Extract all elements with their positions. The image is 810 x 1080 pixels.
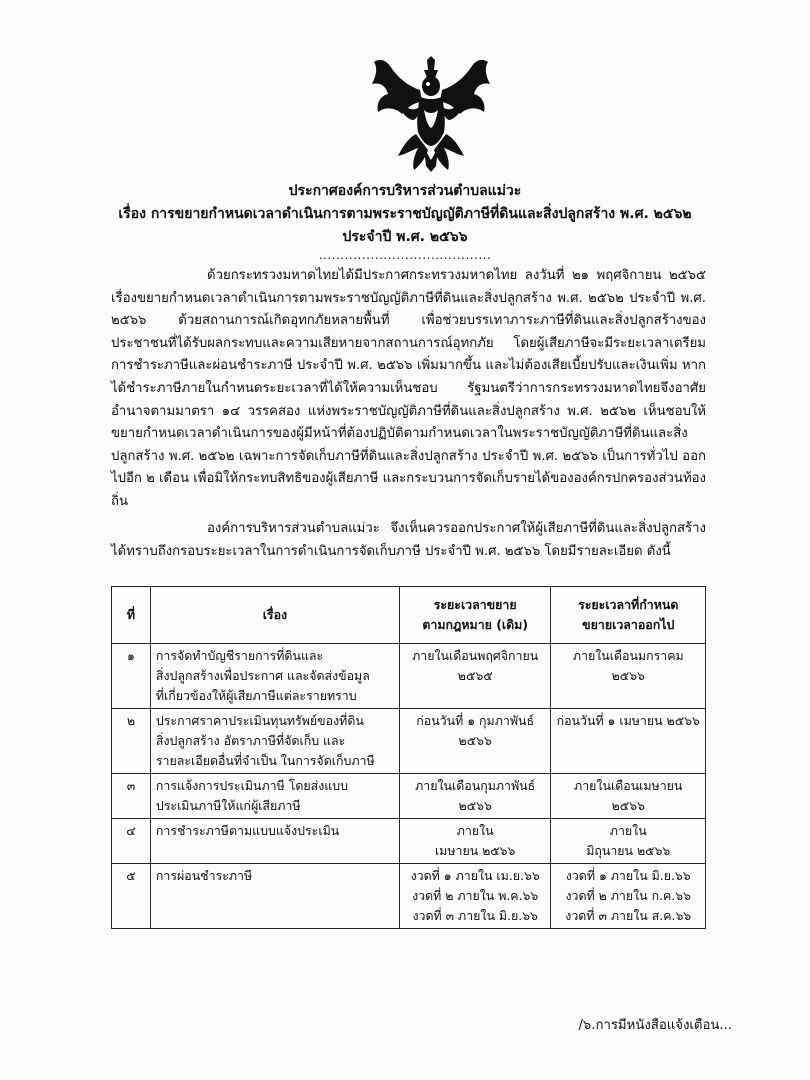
- row-subject: [150, 864, 399, 929]
- header-legal-line: ตามกฎหมาย (เดิม): [422, 617, 528, 632]
- row-legal-line: ภายในเดือนกุมภาพันธ์: [415, 778, 536, 793]
- body-paragraph-1: ด้วยกระทรวงมหาดไทยได้มีประกาศกระทรวงมหาดไทย ลงวันที่ ๒๑ พฤศจิกายน ๒๕๖๕ เรื่องขยายกำหนดเวลาดำเนินการตามพระราชบัญญัติภาษีที่ดินและสิ่งปลูกสร้าง พ.ศ. ๒๕๖๒ ประจำปี พ.ศ. ๒๕๖๖ ด้วยสถานการณ์เกิดอุทกภัยหลายพื้นที่ เพื่อช่วยบรรเทาภาระภาษีที่ดินและสิ่งปลูกสร้างของประชาชนที่ได้รับผลกระทบและความเสียหายจากสถานการณ์อุทกภัย โดยผู้เสียภาษีจะมีระยะเวลาเตรียมการชำระภาษีและผ่อนชำระภาษี ประจำปี พ.ศ. ๒๕๖๖ เพิ่มมากขึ้น และไม่ต้องเสียเบี้ยปรับและเงินเพิ่ม หากได้ชำระภาษีภายในกำหนดระยะเวลาที่ได้ให้ความเห็นชอบ รัฐมนตรีว่าการกระทรวงมหาดไทยจึงอาศัยอำนาจตามมาตรา ๑๔ วรรคสอง แห่งพระราชบัญญัติภาษีที่ดินและสิ่งปลูกสร้าง พ.ศ. ๒๕๖๒ เห็นชอบให้ขยายกำหนดเวลาดำเนินการของผู้มีหน้าที่ต้องปฏิบัติตามกำหนดเวลาในพระราชบัญญัติภาษีที่ดินและสิ่งปลูกสร้าง พ.ศ. ๒๕๖๒ เฉพาะการจัดเก็บภาษีที่ดินและสิ่งปลูกสร้าง ประจำปี พ.ศ. ๒๕๖๖ เป็นการทั่วไป ออกไปอีก ๒ เดือน เพื่อมิให้กระทบสิทธิของผู้เสียภาษี และกระบวนการจัดเก็บรายได้ขององค์กรปกครองส่วนท้องถิ่น: [111, 268, 706, 509]
- row-legal-line: งวดที่ ๑ ภายใน เม.ย.๖๖: [410, 868, 540, 883]
- table-row: [112, 709, 706, 774]
- separator-dots: ........................................: [318, 248, 492, 262]
- row-legal-line: ภายใน: [456, 823, 494, 838]
- header-extended-line: ขยายเวลาออกไป: [582, 617, 675, 632]
- row-extended-line: งวดที่ ๑ ภายใน มิ.ย.๖๖: [565, 868, 691, 883]
- row-extended-period: [551, 709, 706, 774]
- row-extended-line: ภายใน: [609, 823, 647, 838]
- row-legal-period: [399, 864, 551, 929]
- row-legal-period: [399, 819, 551, 864]
- schedule-table: [111, 586, 706, 929]
- row-subject-line: สิ่งปลูกสร้างเพื่อประกาศ และจัดส่งข้อมูล: [155, 668, 370, 683]
- announcement-title: ประกาศองค์การบริหารส่วนตำบลแม่วะ: [288, 183, 522, 199]
- row-subject-line: การแจ้งการประเมินภาษี โดยส่งแบบ: [155, 778, 348, 793]
- table-row: [112, 774, 706, 819]
- garuda-emblem-icon: [368, 56, 494, 174]
- row-number: ๓: [112, 774, 151, 819]
- table-row: [112, 819, 706, 864]
- row-subject: [150, 774, 399, 819]
- row-number: ๑: [112, 644, 151, 709]
- row-subject-line: รายละเอียดอื่นที่จำเป็น ในการจัดเก็บภาษี: [155, 753, 375, 768]
- row-extended-period: [551, 644, 706, 709]
- header-extended-line: ระยะเวลาที่กำหนด: [578, 597, 679, 612]
- announcement-subject: เรื่อง การขยายกำหนดเวลาดำเนินการตามพระราชบัญญัติภาษีที่ดินและสิ่งปลูกสร้าง พ.ศ. ๒๕๖๒: [118, 206, 692, 222]
- row-number: ๒: [112, 709, 151, 774]
- row-extended-line: ภายในเดือนมกราคม ๒๕๖๖: [572, 648, 684, 683]
- header-legal-period: [399, 587, 551, 644]
- row-legal-line: งวดที่ ๒ ภายใน พ.ค.๖๖: [412, 888, 539, 903]
- row-extended-line: ก่อนวันที่ ๑ เมษายน ๒๕๖๖: [556, 713, 700, 728]
- body-paragraph-2: องค์การบริหารส่วนตำบลแม่วะ จึงเห็นควรออกประกาศให้ผู้เสียภาษีที่ดินและสิ่งปลูกสร้างได้ทราบถึงกรอบระยะเวลาในการดำเนินการจัดเก็บภาษี ประจำปี พ.ศ. ๒๕๖๖ โดยมีรายละเอียด ดังนี้: [111, 521, 706, 559]
- row-extended-line: มิถุนายน ๒๕๖๖: [586, 843, 671, 858]
- row-extended-line: งวดที่ ๒ ภายใน ก.ค.๖๖: [565, 888, 691, 903]
- row-legal-line: เมษายน ๒๕๖๖: [434, 843, 516, 858]
- row-extended-line: ภายในเดือนเมษายน ๒๕๖๖: [574, 778, 683, 813]
- row-legal-line: ๒๕๖๖: [458, 733, 492, 748]
- header-subject: เรื่อง: [150, 587, 399, 644]
- header-legal-line: ระยะเวลาขยาย: [433, 597, 517, 612]
- row-subject-line: ประกาศราคาประเมินทุนทรัพย์ของที่ดิน: [155, 713, 364, 728]
- row-number: ๔: [112, 819, 151, 864]
- row-subject-line: การชำระภาษีตามแบบแจ้งประเมิน: [155, 823, 340, 838]
- row-extended-period: [551, 864, 706, 929]
- header-extended-period: [551, 587, 706, 644]
- row-extended-line: งวดที่ ๓ ภายใน ส.ค.๖๖: [565, 908, 692, 923]
- header-no: ที่: [112, 587, 151, 644]
- row-legal-line: ภายในเดือนพฤศจิกายน: [412, 648, 539, 663]
- row-number: ๕: [112, 864, 151, 929]
- row-subject-line: การจัดทำบัญชีรายการที่ดินและ: [155, 648, 324, 663]
- table-header-row: [112, 587, 706, 644]
- announcement-year: ประจำปี พ.ศ. ๒๕๖๖: [342, 229, 468, 245]
- row-legal-line: ๒๕๖๕: [457, 668, 493, 683]
- row-extended-period: [551, 774, 706, 819]
- row-subject-line: ที่เกี่ยวข้องให้ผู้เสียภาษีแต่ละรายทราบ: [155, 688, 357, 703]
- row-legal-line: งวดที่ ๓ ภายใน มิ.ย.๖๖: [412, 908, 538, 923]
- row-legal-line: ๒๕๖๖: [458, 798, 492, 813]
- row-subject-line: ประเมินภาษีให้แก่ผู้เสียภาษี: [155, 798, 301, 813]
- row-legal-line: ก่อนวันที่ ๑ กุมภาพันธ์: [416, 713, 535, 728]
- row-subject: [150, 709, 399, 774]
- row-legal-period: [399, 774, 551, 819]
- row-legal-period: [399, 709, 551, 774]
- row-subject-line: การผ่อนชำระภาษี: [155, 868, 253, 883]
- row-subject-line: สิ่งปลูกสร้าง อัตราภาษีที่จัดเก็บ และ: [155, 733, 346, 748]
- continuation-note: /๖.การมีหนังสือแจ้งเตือน...: [578, 1018, 732, 1033]
- row-legal-period: [399, 644, 551, 709]
- table-row: [112, 864, 706, 929]
- row-subject: [150, 819, 399, 864]
- row-extended-period: [551, 819, 706, 864]
- table-row: [112, 644, 706, 709]
- row-subject: [150, 644, 399, 709]
